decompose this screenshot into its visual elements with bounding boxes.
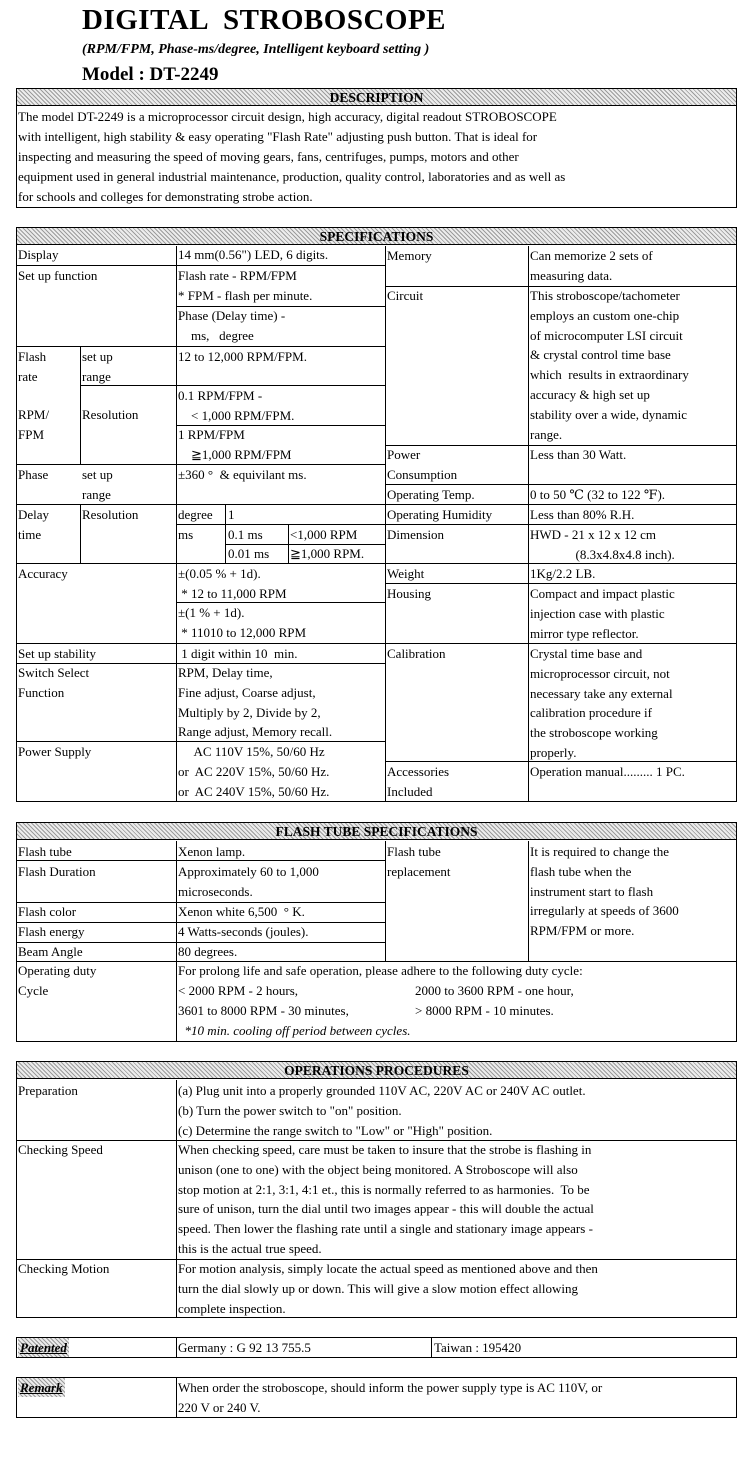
phase-label: Phase [18,467,49,482]
switch-value: RPM, Delay time, Fine adjust, Coarse adjust, Multiply by 2, Divide by 2, Range adjust, Memory recall. [178,665,333,740]
accuracy-value-high: ±(1 % + 1d). * 11010 to 12,000 RPM [178,605,307,640]
dimension-value: HWD - 21 x 12 x 12 cm (8.3x4.8x4.8 inch). [530,527,675,562]
rpm-fpm-label: RPM/ FPM [18,407,50,442]
flash-setup-range-label: set up range [82,349,113,384]
calibration-value: Crystal time base and microprocessor circuit, not necessary take any external calibration procedure if the stroboscope working properly. [530,646,673,760]
flash-tube-heading: FLASH TUBE SPECIFICATIONS [17,823,736,840]
memory-value: Can memorize 2 sets of measuring data. [530,248,653,283]
operating-temp-value: 0 to 50 ℃ (32 to 122 ℉). [530,487,666,502]
weight-label: Weight [387,566,425,581]
power-supply-label: Power Supply [18,744,92,759]
accuracy-value-low: ±(0.05 % + 1d). * 12 to 11,000 RPM [178,566,287,601]
setup-function-phase: Phase (Delay time) - ms, degree [178,308,286,343]
flash-tube-table [16,822,737,1042]
flash-color-value: Xenon white 6,500 ° K. [178,904,305,919]
circuit-label: Circuit [387,288,424,303]
duty-cycle-c: 3601 to 8000 RPM - 30 minutes, [178,1003,349,1018]
circuit-value: This stroboscope/tachometer employs an custom one-chip of microcomputer LSI circuit & crystal control time base which results in extraordinary accuracy & high set up stability over a wide, dynamic range. [530,288,689,442]
description-heading: DESCRIPTION [17,89,736,106]
patent-table [16,1337,737,1358]
specifications-heading: SPECIFICATIONS [17,228,736,245]
accuracy-label: Accuracy [18,566,68,581]
replacement-label: Flash tube replacement [387,844,451,879]
duty-cycle-b: 2000 to 3600 RPM - one hour, [415,983,574,998]
display-label: Display [18,247,59,262]
operations-heading: OPERATIONS PROCEDURES [17,1062,736,1079]
replacement-value: It is required to change the flash tube when the instrument start to flash irregularly at speeds of 3600 RPM/FPM or more. [530,844,679,939]
preparation-label: Preparation [18,1083,78,1098]
preparation-value: (a) Plug unit into a properly grounded 110V AC, 220V AC or 240V AC outlet. (b) Turn the power switch to "on" position. (c) Determine the range switch to "Low" or "High" position. [178,1083,586,1138]
housing-label: Housing [387,586,432,601]
setup-function-flash: Flash rate - RPM/FPM * FPM - flash per minute. [178,268,313,303]
checking-motion-value: For motion analysis, simply locate the actual speed as mentioned above and then turn the dial slowly up or down. This will give a slow motion effect allowing complete inspection. [178,1261,598,1316]
accessories-value: Operation manual......... 1 PC. [530,764,685,779]
stability-label: Set up stability [18,646,96,661]
duty-cycle-intro: For prolong life and safe operation, please adhere to the following duty cycle: [178,963,583,978]
phase-setup-range-value: ±360 ° & equivilant ms. [178,467,307,482]
flash-resolution-label: Resolution [82,407,139,422]
flash-energy-label: Flash energy [18,924,85,939]
flash-setup-range-value: 12 to 12,000 RPM/FPM. [178,349,307,364]
operating-humidity-label: Operating Humidity [387,507,493,522]
ms-label: ms [178,527,194,542]
ms-value-low: 0.1 ms [228,527,263,542]
housing-value: Compact and impact plastic injection case with plastic mirror type reflector. [530,586,675,641]
operations-table [16,1061,737,1318]
patent-germany: Germany : G 92 13 755.5 [178,1340,311,1355]
remark-text: When order the stroboscope, should inform the power supply type is AC 110V, or 220 V or 240 V. [178,1380,603,1415]
stability-value: 1 digit within 10 min. [178,646,298,661]
beam-angle-label: Beam Angle [18,944,83,959]
flash-duration-label: Flash Duration [18,864,96,879]
flash-resolution-low: 0.1 RPM/FPM - < 1,000 RPM/FPM. [178,388,295,423]
degree-label: degree [178,507,213,522]
flash-energy-value: 4 Watts-seconds (joules). [178,924,309,939]
flash-color-label: Flash color [18,904,77,919]
duty-cycle-a: < 2000 RPM - 2 hours, [178,983,299,998]
accessories-label: Accessories Included [387,764,450,799]
model-number: Model : DT-2249 [82,64,219,85]
degree-value: 1 [228,507,235,522]
operating-humidity-value: Less than 80% R.H. [530,507,635,522]
ms-condition-high: ≧1,000 RPM. [290,546,365,561]
duty-cycle-label: Operating duty Cycle [18,963,97,998]
ms-value-high: 0.01 ms [228,546,270,561]
flash-tube-label: Flash tube [18,844,72,859]
memory-label: Memory [387,248,432,263]
flash-rate-label: Flash rate [18,349,47,384]
flash-resolution-high: 1 RPM/FPM ≧1,000 RPM/FPM [178,427,292,462]
delay-time-label: Delay time [18,507,50,542]
patent-taiwan: Taiwan : 195420 [434,1340,522,1355]
checking-speed-label: Checking Speed [18,1142,103,1157]
page-title: DIGITAL STROBOSCOPE [82,4,447,36]
power-consumption-value: Less than 30 Watt. [530,447,627,462]
flash-duration-value: Approximately 60 to 1,000 microseconds. [178,864,319,899]
delay-resolution-label: Resolution [82,507,139,522]
specifications-table [16,227,737,802]
checking-speed-value: When checking speed, care must be taken to insure that the strobe is flashing in unison (one to one) with the object being monitored. A Stroboscope will also stop motion at 2:1, 3:1, 4:1 et., this is normally referred to as harmonies. To be sure of unison, turn the dial until two images appear - this will double the actual speed. Then lower the flashing rate until a single and stationary image appears - this is the actual true speed. [178,1142,594,1256]
description-text: The model DT-2249 is a microprocessor circuit design, high accuracy, digital readout STROBOSCOPE with intelligent, high stability & easy operating "Flash Rate" adjusting push button. That is ideal for inspecting and measuring the speed of moving gears, fans, centrifuges, pumps, motors and other equipment used in general industrial maintenance, production, quality control, laboratories and as well as for schools and colleges for demonstrating strobe action. [18,109,566,204]
duty-cycle-d: > 8000 RPM - 10 minutes. [415,1003,554,1018]
remark-table [16,1377,737,1418]
ms-condition-low: <1,000 RPM [290,527,358,542]
checking-motion-label: Checking Motion [18,1261,110,1276]
phase-setup-range-label: set up range [82,467,113,502]
description-box [16,88,737,208]
duty-cycle-note: *10 min. cooling off period between cycles. [178,1023,411,1038]
dimension-label: Dimension [387,527,445,542]
beam-angle-value: 80 degrees. [178,944,238,959]
page-subtitle: (RPM/FPM, Phase-ms/degree, Intelligent keyboard setting ) [82,42,430,57]
switch-label: Switch Select Function [18,665,90,700]
remark-label: Remark [20,1380,63,1395]
flash-tube-value: Xenon lamp. [178,844,246,859]
calibration-label: Calibration [387,646,446,661]
power-supply-value: AC 110V 15%, 50/60 Hz or AC 220V 15%, 50/60 Hz. or AC 240V 15%, 50/60 Hz. [178,744,330,799]
power-consumption-label: Power Consumption [387,447,458,482]
setup-function-label: Set up function [18,268,98,283]
operating-temp-label: Operating Temp. [387,487,475,502]
weight-value: 1Kg/2.2 LB. [530,566,596,581]
display-value: 14 mm(0.56") LED, 6 digits. [178,247,329,262]
patented-label: Patented [20,1340,67,1355]
